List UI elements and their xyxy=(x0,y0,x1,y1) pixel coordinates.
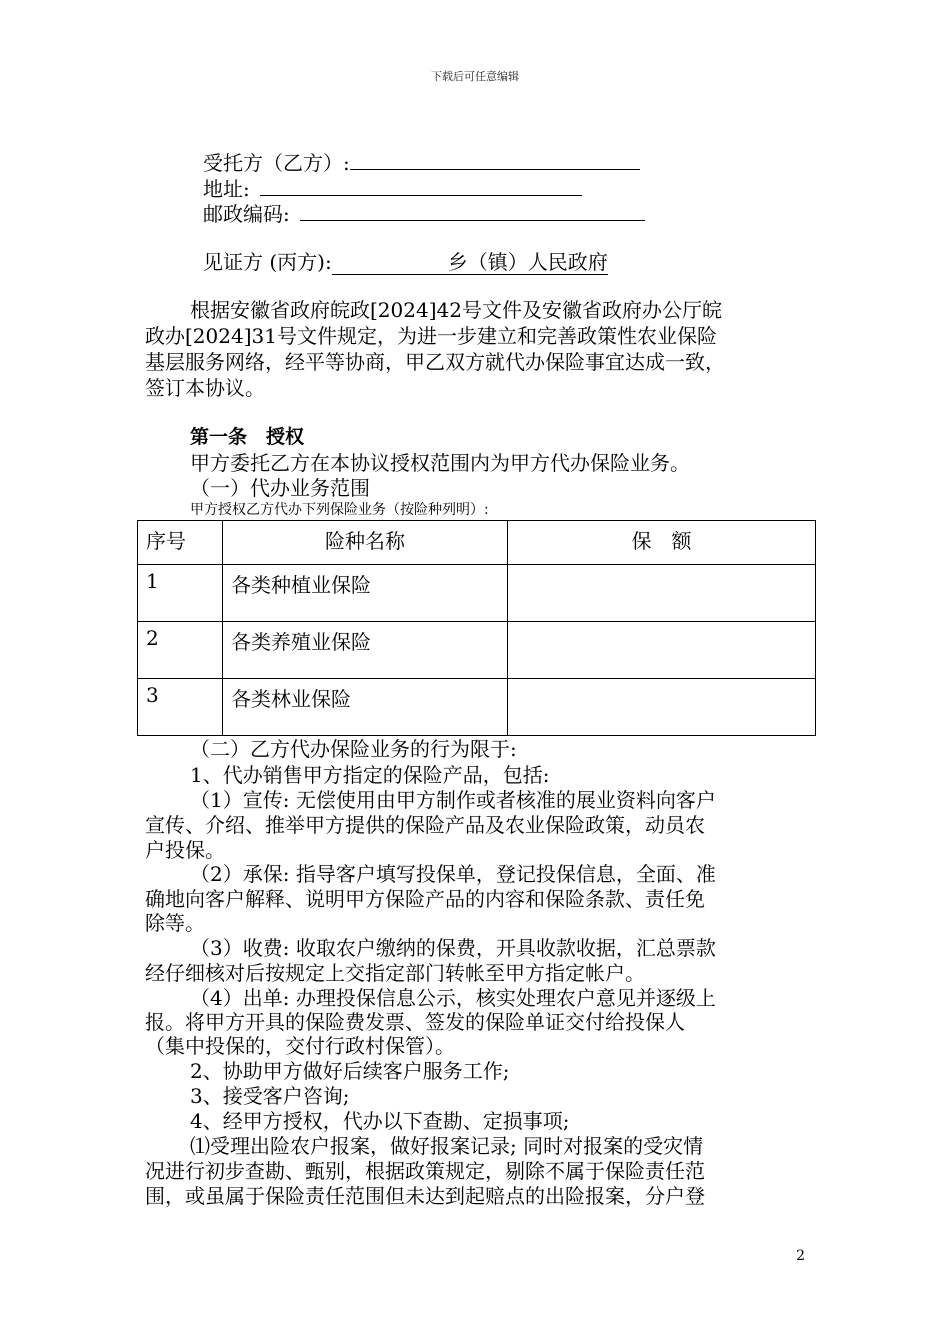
body-line: 报。将甲方开具的保险费发票、签发的保险单证交付给投保人 xyxy=(145,1010,685,1034)
witness-value: 乡（镇）人民政府 xyxy=(332,250,608,275)
body-line: （2）承保: 指导客户填写投保单，登记投保信息，全面、准 xyxy=(190,862,716,886)
body-line: 1、代办销售甲方指定的保险产品，包括: xyxy=(190,763,550,787)
table-cell: 2 xyxy=(138,622,223,679)
body-line: 2、协助甲方做好后续客户服务工作; xyxy=(190,1059,510,1083)
trustee-line xyxy=(203,150,640,175)
body-line: 4、经甲方授权，代办以下查勘、定损事项; xyxy=(190,1109,570,1133)
body-line: （集中投保的，交付行政村保管）。 xyxy=(145,1034,455,1058)
body-line: ⑴受理出险农户报案，做好报案记录; 同时对报案的受灾情 xyxy=(190,1134,704,1158)
table-cell: 3 xyxy=(138,679,223,736)
intro-line: 基层服务网络，经平等协商，甲乙双方就代办保险事宜达成一致， xyxy=(145,350,725,374)
table-cell xyxy=(508,679,816,736)
body-line: （二）乙方代办保险业务的行为限于: xyxy=(190,737,517,761)
address-blank xyxy=(260,176,582,196)
table-cell: 各类种植业保险 xyxy=(223,565,508,622)
table-cell: 各类林业保险 xyxy=(223,679,508,736)
table-header-row xyxy=(138,521,816,565)
body-line: （4）出单: 办理投保信息公示，核实处理农户意见并逐级上 xyxy=(190,986,716,1010)
scope-subtitle: （一）代办业务范围 xyxy=(190,476,370,500)
page-number: 2 xyxy=(796,1248,805,1264)
body-line: 宣传、介绍、推举甲方提供的保险产品及农业保险政策，动员农 xyxy=(145,813,705,837)
table-row xyxy=(138,622,816,679)
table-row xyxy=(138,565,816,622)
postcode-blank xyxy=(300,201,645,221)
body-line: 户投保。 xyxy=(145,838,225,862)
header-cell: 保 额 xyxy=(508,521,816,565)
address-label: 地址: xyxy=(203,177,250,201)
intro-line: 签订本协议。 xyxy=(145,376,265,400)
header-cell: 序号 xyxy=(138,521,223,565)
trustee-blank xyxy=(350,150,640,170)
table-row xyxy=(138,679,816,736)
table-cell xyxy=(508,565,816,622)
body-line: 3、接受客户咨询; xyxy=(190,1084,350,1108)
table-cell: 1 xyxy=(138,565,223,622)
article-1-title: 第一条 授权 xyxy=(190,426,305,448)
witness-label: 见证方 (丙方): xyxy=(203,250,332,274)
table-cell xyxy=(508,622,816,679)
body-line: 除等。 xyxy=(145,911,205,935)
body-line: 况进行初步查勘、甄别，根据政策规定，剔除不属于保险责任范 xyxy=(145,1159,705,1183)
body-line: 经仔细核对后按规定上交指定部门转帐至甲方指定帐户。 xyxy=(145,961,645,985)
table-cell: 各类养殖业保险 xyxy=(223,622,508,679)
body-line: 围，或虽属于保险责任范围但未达到起赔点的出险报案，分户登 xyxy=(145,1184,705,1208)
header-cell: 险种名称 xyxy=(223,521,508,565)
page-header: 下载后可任意编辑 xyxy=(431,70,519,83)
trustee-label: 受托方（乙方）: xyxy=(203,151,350,175)
postcode-label: 邮政编码: xyxy=(203,202,290,226)
postcode-line xyxy=(203,201,645,226)
intro-line: 根据安徽省政府皖政[2024]42号文件及安徽省政府办公厅皖 xyxy=(190,298,722,322)
body-line: 确地向客户解释、说明甲方保险产品的内容和保险条款、责任免 xyxy=(145,887,705,911)
witness-line xyxy=(203,250,608,275)
body-line: （3）收费: 收取农户缴纳的保费，开具收款收据，汇总票款 xyxy=(190,936,716,960)
table-caption: 甲方授权乙方代办下列保险业务（按险种列明）: xyxy=(190,502,489,518)
intro-line: 政办[2024]31号文件规定，为进一步建立和完善政策性农业保险 xyxy=(145,324,717,348)
article-1-line: 甲方委托乙方在本协议授权范围内为甲方代办保险业务。 xyxy=(190,451,690,475)
insurance-table xyxy=(137,520,816,736)
address-line xyxy=(203,176,582,201)
body-line: （1）宣传: 无偿使用由甲方制作或者核准的展业资料向客户 xyxy=(190,788,716,812)
